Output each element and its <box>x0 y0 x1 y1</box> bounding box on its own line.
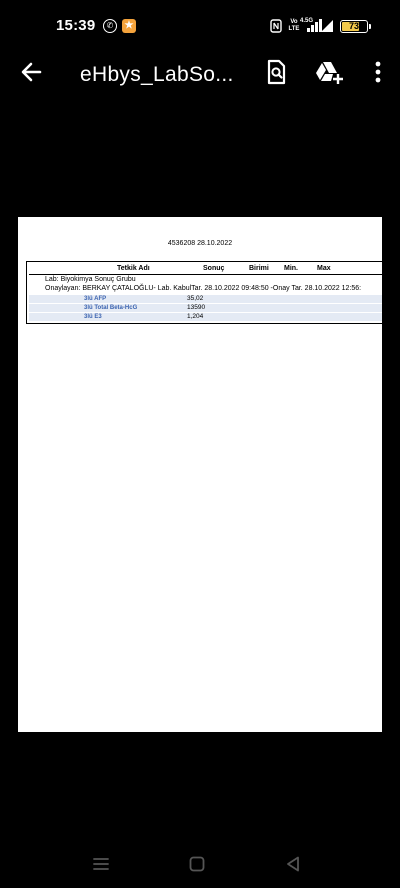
menu-lines-icon <box>90 853 112 875</box>
network-type-label: 4.5G <box>300 18 314 24</box>
search-document-icon <box>262 58 290 86</box>
result-name: 3lü E3 <box>84 314 102 320</box>
document-header: 4536208 28.10.2022 <box>167 240 233 247</box>
table-row <box>29 304 382 312</box>
triangle-back-icon <box>282 853 304 875</box>
document-page[interactable] <box>18 217 382 732</box>
arrow-left-icon <box>18 58 46 86</box>
back-button[interactable] <box>18 58 46 86</box>
signal-icon-2 <box>320 19 334 33</box>
column-header-test-name: Tetkik Adı <box>117 265 150 272</box>
volte-icon: Vo LTE <box>288 19 300 32</box>
battery-level: 73 <box>348 21 359 31</box>
results-table <box>26 261 382 324</box>
app-notification-icon: ★ <box>122 19 136 33</box>
result-value: 35,02 <box>187 295 204 302</box>
home-button[interactable] <box>186 853 208 875</box>
header-divider <box>29 274 382 275</box>
status-bar <box>0 0 400 52</box>
more-options-button[interactable] <box>364 58 392 86</box>
column-header-unit: Birimi <box>249 265 269 272</box>
drive-add-icon <box>314 58 344 86</box>
column-header-max: Max <box>317 265 331 272</box>
recents-button[interactable] <box>90 853 112 875</box>
result-value: 1,204 <box>187 313 204 320</box>
column-header-min: Min. <box>284 265 298 272</box>
result-name: 3lü Total Beta-HcG <box>84 305 138 311</box>
square-home-icon <box>186 853 208 875</box>
document-title: eHbys_LabSo... <box>80 63 234 86</box>
app-bar <box>0 52 400 94</box>
search-in-document-button[interactable] <box>262 58 290 86</box>
lab-group-label: Lab: Biyokimya Sonuç Grubu <box>45 276 136 283</box>
table-row <box>29 313 382 321</box>
whatsapp-icon: ✆ <box>103 19 117 33</box>
result-value: 13590 <box>187 304 206 311</box>
status-icons <box>270 18 368 34</box>
save-to-drive-button[interactable] <box>314 58 342 86</box>
more-vertical-icon <box>364 58 392 86</box>
table-row <box>29 295 382 303</box>
battery-icon <box>340 20 368 33</box>
status-time: 15:39 <box>56 17 96 34</box>
result-name: 3lü AFP <box>84 296 107 302</box>
system-nav-bar <box>0 845 400 881</box>
column-header-result: Sonuç <box>203 265 225 272</box>
nav-back-button[interactable] <box>282 853 304 875</box>
approval-line: Onaylayan: BERKAY ÇATALOĞLU- Lab. KabulTar. 28.10.2022 09:48:50 -Onay Tar. 28.10.2022 12:56: <box>45 285 362 292</box>
nfc-icon <box>270 19 282 33</box>
